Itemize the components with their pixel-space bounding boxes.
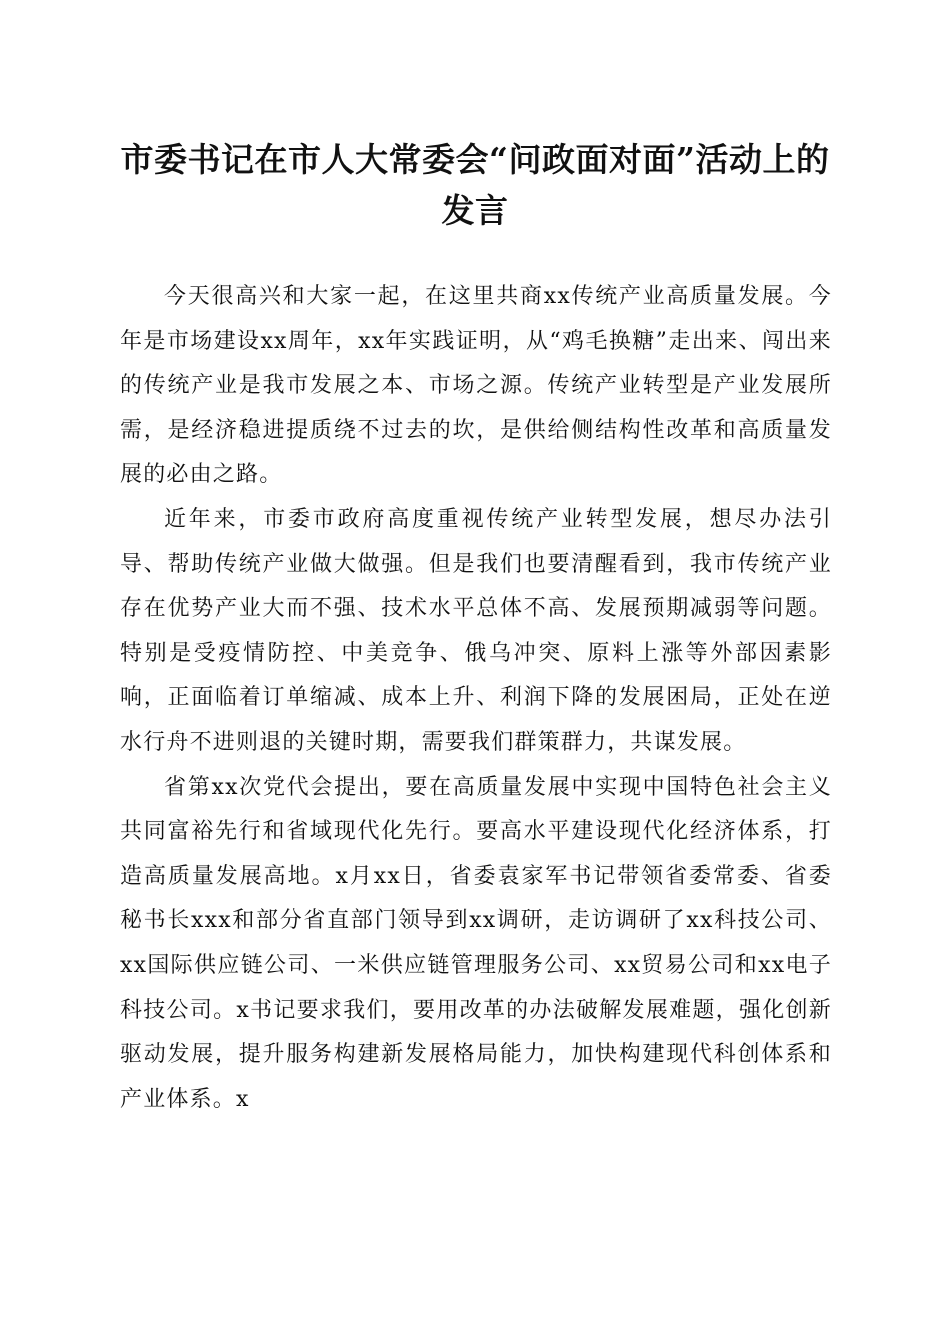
paragraph: 省第xx次党代会提出，要在高质量发展中实现中国特色社会主义共同富裕先行和省域现代化先行。要高水平建设现代化经济体系，打造高质量发展高地。x月xx日，省委袁家军书记带领省委常委、省委秘书长xxx和部分省直部门领导到xx调研，走访调研了xx科技公司、xx国际供应链公司、一米供应链管理服务公司、xx贸易公司和xx电子科技公司。x书记要求我们，要用改革的办法破解发展难题，强化创新驱动发展，提升服务构建新发展格局能力，加快构建现代科创体系和产业体系。x — [120, 774, 832, 1112]
paragraph: 今天很高兴和大家一起，在这里共商xx传统产业高质量发展。今年是市场建设xx周年，xx年实践证明，从“鸡毛换糖”走出来、闯出来的传统产业是我市发展之本、市场之源。传统产业转型是产业发展所需，是经济稳进提质绕不过去的坎，是供给侧结构性改革和高质量发展的必由之路。 — [120, 284, 832, 488]
document-body — [120, 275, 832, 1122]
document-title: 市委书记在市人大常委会“问政面对面”活动上的发言 — [120, 140, 830, 230]
paragraph: 近年来，市委市政府高度重视传统产业转型发展，想尽办法引导、帮助传统产业做大做强。但是我们也要清醒看到，我市传统产业存在优势产业大而不强、技术水平总体不高、发展预期减弱等问题。特别是受疫情防控、中美竞争、俄乌冲突、原料上涨等外部因素影响，正面临着订单缩减、成本上升、利润下降的发展困局，正处在逆水行舟不进则退的关键时期，需要我们群策群力，共谋发展。 — [120, 506, 832, 755]
